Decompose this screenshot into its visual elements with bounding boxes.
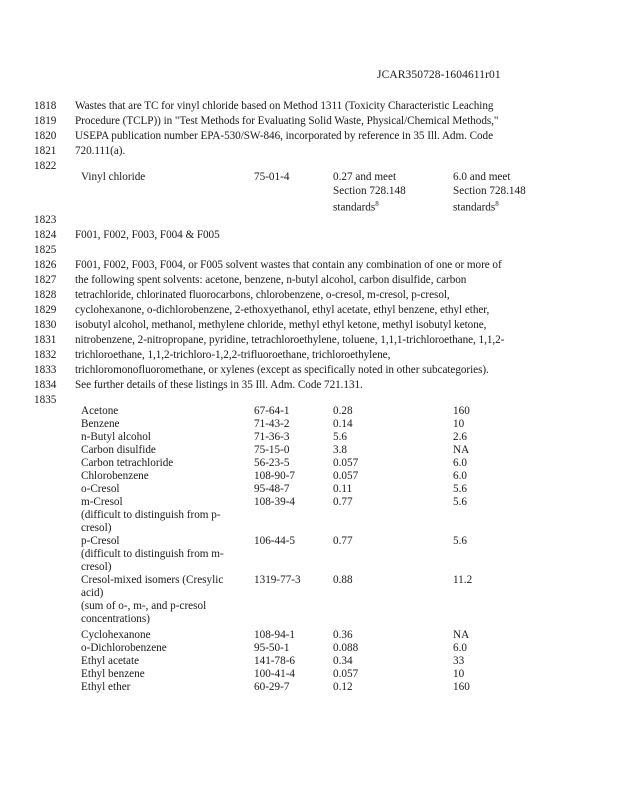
table-row bbox=[0, 535, 621, 548]
line-text: Wastes that are TC for vinyl chloride based on Method 1311 (Toxicity Characteristic Leaching bbox=[75, 100, 494, 112]
cas-number: 60-29-7 bbox=[254, 681, 290, 693]
constituent-name: Benzene bbox=[81, 418, 120, 430]
line-number: 1827 bbox=[34, 274, 57, 286]
table-row bbox=[0, 496, 621, 509]
line-text: isobutyl alcohol, methanol, methylene chloride, methyl ethyl ketone, methyl isobutyl ketone, bbox=[75, 319, 487, 331]
nonwastewater-standard: 6.0 bbox=[453, 642, 467, 654]
line-number: 1826 bbox=[34, 259, 57, 271]
table-row bbox=[0, 574, 621, 587]
constituent-name: Chlorobenzene bbox=[81, 470, 149, 482]
constituent-name: o-Dichlorobenzene bbox=[81, 642, 167, 654]
table-row-note bbox=[0, 600, 621, 613]
constituent-name: Cresol-mixed isomers (Cresylic bbox=[81, 574, 224, 586]
nonwastewater-standard: NA bbox=[453, 629, 470, 641]
cas-number: 75-01-4 bbox=[254, 171, 290, 183]
nonwastewater-standard: 10 bbox=[453, 668, 465, 680]
constituent-name: Carbon disulfide bbox=[81, 444, 156, 456]
constituent-name: m-Cresol bbox=[81, 496, 123, 508]
document-id: JCAR350728-1604611r01 bbox=[377, 69, 501, 81]
line-number: 1823 bbox=[34, 214, 57, 226]
table-row-note bbox=[0, 587, 621, 600]
line-text: cyclohexanone, o-dichlorobenzene, 2-ethoxyethanol, ethyl acetate, ethyl benzene, ethyl ether, bbox=[75, 304, 490, 316]
cas-number: 71-36-3 bbox=[254, 431, 290, 443]
line-text: tetrachloride, chlorinated fluorocarbons, chlorobenzene, o-cresol, m-cresol, p-cresol, bbox=[75, 289, 450, 301]
table-row bbox=[0, 444, 621, 457]
table-row bbox=[0, 629, 621, 642]
wastewater-standard: 0.057 bbox=[333, 470, 359, 482]
constituent-note: concentrations) bbox=[81, 613, 150, 625]
table-row-note bbox=[0, 509, 621, 522]
constituent-name: Ethyl benzene bbox=[81, 668, 145, 680]
line-number: 1832 bbox=[34, 349, 57, 361]
wastewater-standard bbox=[333, 171, 406, 216]
nonwastewater-standard: 160 bbox=[453, 681, 470, 693]
cas-number: 67-64-1 bbox=[254, 405, 290, 417]
cas-number: 108-90-7 bbox=[254, 470, 296, 482]
table-row-note bbox=[0, 613, 621, 626]
constituent-note: (difficult to distinguish from m- bbox=[81, 548, 224, 560]
wastewater-standard: 0.11 bbox=[333, 483, 353, 495]
wastewater-standard: 0.77 bbox=[333, 496, 353, 508]
footnote-marker: 8 bbox=[375, 200, 379, 209]
line-number: 1831 bbox=[34, 334, 57, 346]
table-row bbox=[0, 405, 621, 418]
nonwastewater-standard: 10 bbox=[453, 418, 465, 430]
line-number: 1829 bbox=[34, 304, 57, 316]
line-text: See further details of these listings in 35 Ill. Adm. Code 721.131. bbox=[75, 379, 363, 391]
cas-number: 108-94-1 bbox=[254, 629, 296, 641]
ww-line-1: 0.27 and meet bbox=[333, 171, 397, 183]
wastewater-standard: 3.8 bbox=[333, 444, 347, 456]
line-number: 1820 bbox=[34, 130, 57, 142]
cas-number: 95-50-1 bbox=[254, 642, 290, 654]
table-row bbox=[0, 483, 621, 496]
cas-number: 141-78-6 bbox=[254, 655, 296, 667]
line-text: Procedure (TCLP)) in "Test Methods for Evaluating Solid Waste, Physical/Chemical Methods," bbox=[75, 115, 499, 127]
wastewater-standard: 0.28 bbox=[333, 405, 353, 417]
nonwastewater-standard: NA bbox=[453, 444, 470, 456]
cas-number: 100-41-4 bbox=[254, 668, 296, 680]
cas-number: 56-23-5 bbox=[254, 457, 290, 469]
line-text: nitrobenzene, 2-nitropropane, pyridine, tetrachloroethylene, toluene, 1,1,1-trichloroethane, 1,1,2- bbox=[75, 334, 505, 346]
cas-number: 95-48-7 bbox=[254, 483, 290, 495]
line-number: 1830 bbox=[34, 319, 57, 331]
ww-line-3: standards$^8$ bbox=[333, 200, 379, 214]
constituent-name: Ethyl acetate bbox=[81, 655, 140, 667]
wastewater-standard: 0.34 bbox=[333, 655, 353, 667]
constituent-name: Carbon tetrachloride bbox=[81, 457, 174, 469]
section-heading: F001, F002, F003, F004 & F005 bbox=[75, 229, 220, 241]
nww-line-1: 6.0 and meet bbox=[453, 171, 511, 183]
wastewater-standard: 0.36 bbox=[333, 629, 353, 641]
constituent-name: p-Cresol bbox=[81, 535, 120, 547]
nonwastewater-standard: 5.6 bbox=[453, 496, 467, 508]
line-number: 1835 bbox=[34, 394, 57, 406]
wastewater-standard: 5.6 bbox=[333, 431, 347, 443]
line-number: 1818 bbox=[34, 100, 57, 112]
table-row-note bbox=[0, 548, 621, 561]
table-row bbox=[0, 431, 621, 444]
constituent-name: Ethyl ether bbox=[81, 681, 131, 693]
line-number: 1822 bbox=[34, 160, 57, 172]
table-row bbox=[0, 418, 621, 431]
table-row bbox=[0, 681, 621, 694]
table-row-note bbox=[0, 561, 621, 574]
cas-number: 106-44-5 bbox=[254, 535, 296, 547]
ww-line-2: Section 728.148 bbox=[333, 184, 406, 197]
line-text: 720.111(a). bbox=[75, 145, 126, 157]
line-number: 1834 bbox=[34, 379, 57, 391]
constituent-name: n-Butyl alcohol bbox=[81, 431, 151, 443]
nonwastewater-standard: 5.6 bbox=[453, 483, 467, 495]
cas-number: 71-43-2 bbox=[254, 418, 290, 430]
nonwastewater-standard: 11.2 bbox=[453, 574, 473, 586]
nonwastewater-standard: 6.0 bbox=[453, 470, 467, 482]
wastewater-standard: 0.057 bbox=[333, 668, 359, 680]
wastewater-standard: 0.88 bbox=[333, 574, 353, 586]
constituent-name: o-Cresol bbox=[81, 483, 120, 495]
line-text: trichloroethane, 1,1,2-trichloro-1,2,2-trifluoroethane, trichloroethylene, bbox=[75, 349, 391, 361]
table-row bbox=[0, 655, 621, 668]
table-row bbox=[0, 470, 621, 483]
line-text: trichloromonofluoromethane, or xylenes (except as specifically noted in other subcategories). bbox=[75, 364, 489, 376]
line-number: 1819 bbox=[34, 115, 57, 127]
table-row bbox=[0, 457, 621, 470]
wastewater-standard: 0.12 bbox=[333, 681, 353, 693]
constituent-note: (sum of o-, m-, and p-cresol bbox=[81, 600, 207, 612]
nonwastewater-standard: 2.6 bbox=[453, 431, 467, 443]
wastewater-standard: 0.088 bbox=[333, 642, 359, 654]
constituent-note: cresol) bbox=[81, 561, 112, 573]
line-number: 1821 bbox=[34, 145, 57, 157]
table-row bbox=[0, 668, 621, 681]
constituent-name: Acetone bbox=[81, 405, 119, 417]
nonwastewater-standard: 33 bbox=[453, 655, 465, 667]
line-number: 1828 bbox=[34, 289, 57, 301]
constituent-note: acid) bbox=[81, 587, 104, 599]
constituent-name: Vinyl chloride bbox=[81, 171, 146, 183]
line-text: F001, F002, F003, F004, or F005 solvent wastes that contain any combination of one or more of bbox=[75, 259, 502, 271]
wastewater-standard: 0.14 bbox=[333, 418, 353, 430]
line-number: 1824 bbox=[34, 229, 57, 241]
table-row bbox=[0, 642, 621, 655]
nonwastewater-standard: 5.6 bbox=[453, 535, 467, 547]
line-text: the following spent solvents: acetone, benzene, n-butyl alcohol, carbon disulfide, carbon bbox=[75, 274, 467, 286]
wastewater-standard: 0.057 bbox=[333, 457, 359, 469]
table-row-note bbox=[0, 522, 621, 535]
wastewater-standard: 0.77 bbox=[333, 535, 353, 547]
nonwastewater-standard: 6.0 bbox=[453, 457, 467, 469]
line-text: USEPA publication number EPA-530/SW-846, incorporated by reference in 35 Ill. Adm. Code bbox=[75, 130, 494, 142]
nonwastewater-standard bbox=[453, 171, 526, 216]
nww-line-3: standards$^8$ bbox=[453, 200, 499, 214]
nonwastewater-standard: 160 bbox=[453, 405, 470, 417]
nww-line-2: Section 728.148 bbox=[453, 184, 526, 197]
cas-number: 75-15-0 bbox=[254, 444, 290, 456]
constituent-note: (difficult to distinguish from p- bbox=[81, 509, 221, 521]
constituent-note: cresol) bbox=[81, 522, 112, 534]
line-number: 1833 bbox=[34, 364, 57, 376]
cas-number: 1319-77-3 bbox=[254, 574, 301, 586]
cas-number: 108-39-4 bbox=[254, 496, 296, 508]
line-number: 1825 bbox=[34, 244, 57, 256]
footnote-marker: 8 bbox=[495, 200, 499, 209]
constituent-name: Cyclohexanone bbox=[81, 629, 151, 641]
